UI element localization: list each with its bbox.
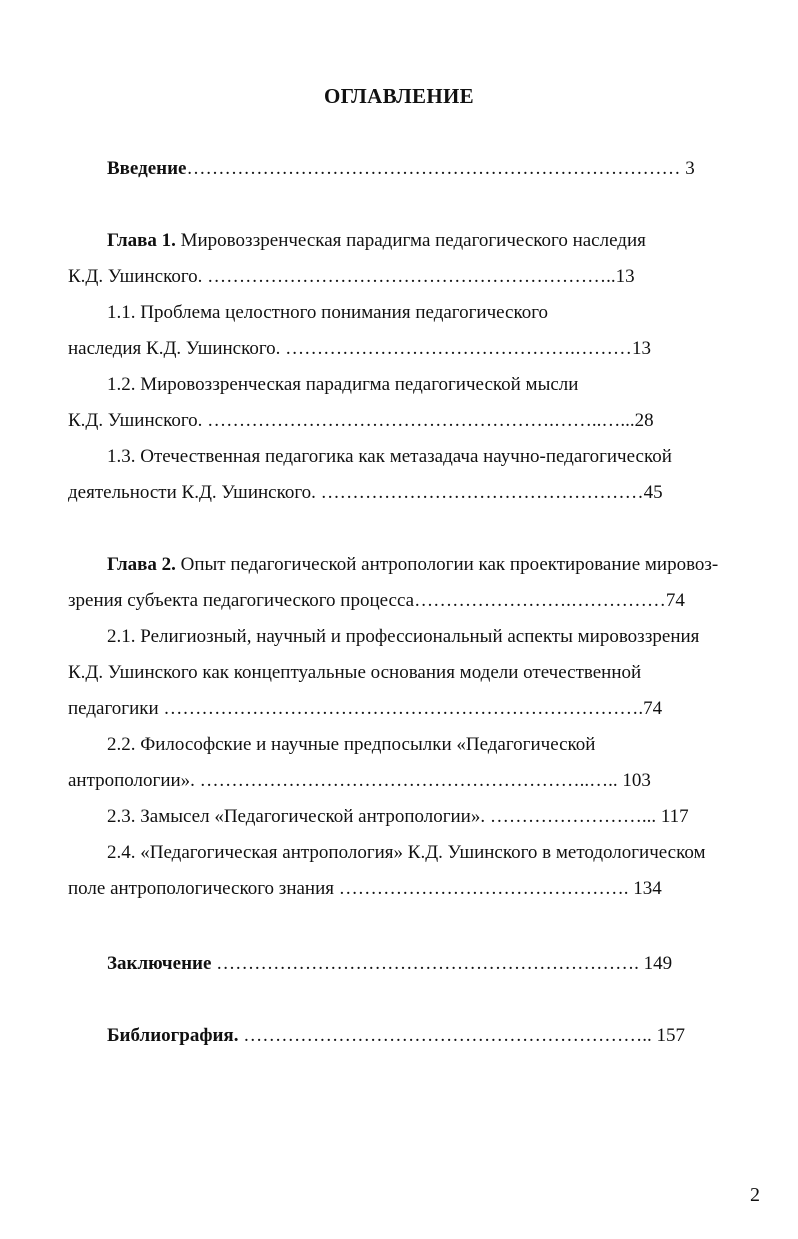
toc-entry-2-3 [107,805,689,829]
toc-entry-2-1 [107,625,699,649]
section-2-4-line-1: 2.4. «Педагогическая антропология» К.Д. Ушинского в методологическом [107,842,706,863]
section-2-3-line-1: 2.3. Замысел «Педагогической антропологии». ……………………... [107,806,661,827]
section-1-1-page: 13 [631,338,651,359]
bibliography-page: 157 [656,1025,685,1046]
toc-entry-1-2 [107,373,578,397]
chapter-1-title-line-2: К.Д. Ушинского. ……………………………………………………….. [68,266,616,287]
toc-title: ОГЛАВЛЕНИЕ [324,84,474,108]
chapter-2-head: Глава 2. [107,554,176,575]
toc-entry-conclusion [107,952,672,976]
section-1-1-line-1: 1.1. Проблема целостного понимания педагогического [107,302,549,323]
toc-entry-1-1 [107,301,548,325]
intro-label: Введение [107,158,187,179]
chapter-1-head: Глава 1. [107,230,176,251]
section-1-3-line-1: 1.3. Отечественная педагогика как метазадача научно-педагогической [107,446,672,467]
bibliography-label: Библиография. [107,1025,239,1046]
page-number: 2 [750,1184,760,1206]
section-2-1-line-2: К.Д. Ушинского как концептуальные основания модели отечественной [68,662,642,683]
toc-entry-2-2-cont [68,769,651,793]
toc-entry-1-3 [107,445,672,469]
section-2-2-line-2: антропологии». ……………………………………………………..….. [68,770,623,791]
chapter-2-title-line-2: зрения субъекта педагогического процесса…………………….…………… [68,590,666,611]
section-1-2-line-1: 1.2. Мировоззренческая парадигма педагогической мысли [107,374,579,395]
toc-entry-chapter-2-cont [68,589,685,613]
intro-page: 3 [685,158,695,179]
section-1-2-page: 28 [634,410,654,431]
toc-entry-bibliography [107,1024,685,1048]
section-2-1-page: 74 [643,698,663,719]
toc-entry-2-1-cont-b [68,697,662,721]
section-1-1-line-2: наследия К.Д. Ушинского. ……………………………………….……… [68,338,632,359]
conclusion-leader: …………………………………………………………. [211,953,644,974]
bibliography-leader: ……………………………………………………….. [238,1025,657,1046]
section-2-1-line-3: педагогики …………………………………………………………………. [68,698,644,719]
section-2-1-line-1: 2.1. Религиозный, научный и профессиональный аспекты мировоззрения [107,626,700,647]
toc-entry-1-1-cont [68,337,651,361]
conclusion-label: Заключение [107,953,212,974]
section-2-4-page: 134 [633,878,662,899]
section-1-3-page: 45 [643,482,663,503]
intro-leader: …………………………………………………………………… [186,158,681,179]
toc-entry-chapter-1 [107,229,646,253]
section-1-2-line-2: К.Д. Ушинского. ……………………………………………….……..…... [68,410,635,431]
section-2-4-line-2: поле антропологического знания ………………………………………. [68,878,634,899]
conclusion-page: 149 [643,953,673,974]
toc-entry-2-1-cont-a [68,661,641,685]
toc-entry-intro [107,157,695,181]
chapter-1-page: 13 [615,266,635,287]
toc-entry-chapter-1-cont [68,265,635,289]
toc-entry-1-3-cont [68,481,663,505]
toc-entry-2-4-cont [68,877,662,901]
toc-entry-chapter-2 [107,553,718,577]
toc-entry-1-2-cont [68,409,654,433]
toc-entry-2-4 [107,841,706,865]
section-2-2-page: 103 [622,770,651,791]
chapter-1-title-line-1: Мировоззренческая парадигма педагогического наследия [175,230,646,251]
section-2-2-line-1: 2.2. Философские и научные предпосылки «Педагогической [107,734,596,755]
chapter-2-title-line-1: Опыт педагогической антропологии как проектирование мировоз- [175,554,719,575]
section-1-3-line-2: деятельности К.Д. Ушинского. …………………………………………… [68,482,644,503]
section-2-3-page: 117 [660,806,689,827]
toc-entry-2-2 [107,733,595,757]
chapter-2-page: 74 [665,590,685,611]
